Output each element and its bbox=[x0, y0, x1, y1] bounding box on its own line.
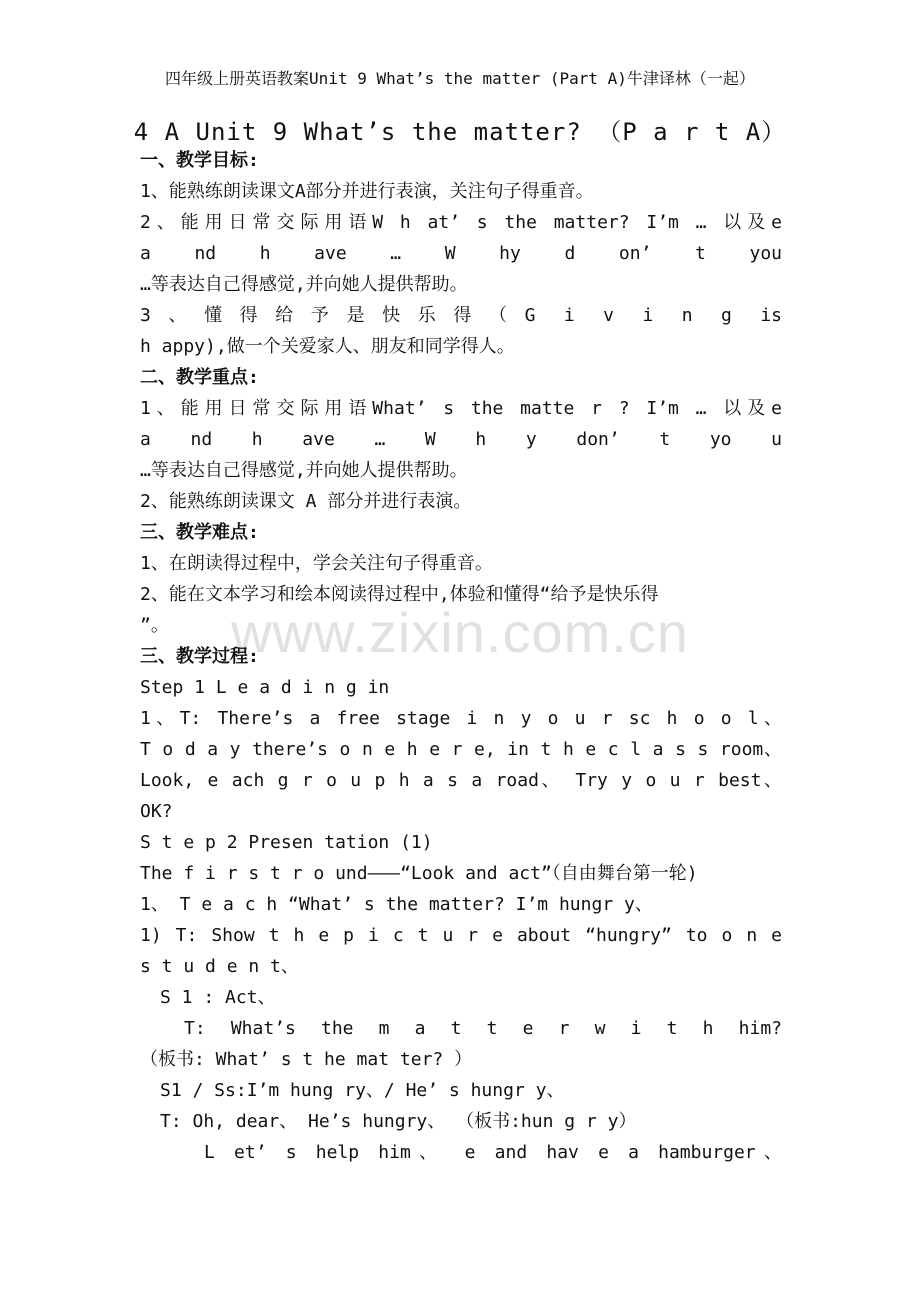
paragraph-line: 1、在朗读得过程中，学会关注句子得重音。 bbox=[140, 553, 493, 574]
paragraph-line: 1、能熟练朗读课文A部分并进行表演，关注句子得重音。 bbox=[140, 181, 594, 202]
paragraph-line: Step 1 L e a d i n g in bbox=[140, 677, 390, 698]
paragraph-line: T: Oh, dear、 He’s hungry、 （板书:hun g r y） bbox=[160, 1111, 637, 1132]
paragraph-line: …等表达自己得感觉,并向她人提供帮助。 bbox=[140, 274, 468, 295]
paragraph-line: 2、能熟练朗读课文 A 部分并进行表演。 bbox=[140, 491, 472, 512]
paragraph-line: s t u d e n t、 bbox=[140, 956, 299, 977]
page-header: 四年级上册英语教案Unit 9 What’s the matter (Part A)牛津译林（一起） bbox=[165, 69, 755, 88]
section-heading: 二、教学重点: bbox=[140, 367, 259, 388]
section-heading: 三、教学过程: bbox=[140, 646, 259, 667]
paragraph-line: 2、能用日常交际用语W h at’ s the matter? I’m … 以及e bbox=[140, 212, 782, 233]
paragraph-line: L et’ s help him、 e and hav e a hamburger、 bbox=[204, 1142, 782, 1163]
paragraph-line: 2、能在文本学习和绘本阅读得过程中,体验和懂得“给予是快乐得 bbox=[140, 584, 659, 605]
paragraph-line: a nd h ave … W hy d on’ t you bbox=[140, 243, 782, 264]
paragraph-line: …等表达自己得感觉,并向她人提供帮助。 bbox=[140, 460, 468, 481]
document-title: 4 A Unit 9 What’s the matter? （P a r t A） bbox=[133, 118, 787, 146]
paragraph-line: h appy),做一个关爱家人、朋友和同学得人。 bbox=[140, 336, 515, 357]
section-heading: 一、教学目标: bbox=[140, 150, 259, 171]
watermark: www.zixin.com.cn bbox=[231, 601, 689, 664]
paragraph-line: 3、懂得给予是快乐得（G i v i n g is bbox=[140, 305, 782, 326]
paragraph-line: T: What’s the m a t t e r w i t h him? bbox=[184, 1018, 782, 1039]
paragraph-line: ”。 bbox=[140, 615, 169, 636]
paragraph-line: 1) T: Show t h e p i c t u r e about “hungry” to o n e bbox=[140, 925, 782, 946]
paragraph-line: The f i r s t r o und———“Look and act”（自由舞台第一轮) bbox=[140, 863, 698, 884]
paragraph-line: OK? bbox=[140, 801, 173, 822]
paragraph-line: （板书: What’ s t he mat ter? ） bbox=[140, 1049, 473, 1070]
paragraph-line: S1 / Ss:I’m hung ry、/ He’ s hungr y、 bbox=[160, 1080, 565, 1101]
paragraph-line: S t e p 2 Presen tation (1) bbox=[140, 832, 433, 853]
paragraph-line: 1、能用日常交际用语What’ s the matte r ? I’m … 以及e bbox=[140, 398, 782, 419]
document-body bbox=[140, 145, 782, 1168]
paragraph-line: a nd h ave … W h y don’ t yo u bbox=[140, 429, 782, 450]
paragraph-line: T o d a y there’s o n e h e r e, in t h e c l a s s room、 bbox=[140, 739, 782, 760]
section-heading: 三、教学难点: bbox=[140, 522, 259, 543]
paragraph-line: S 1 : Act、 bbox=[160, 987, 276, 1008]
paragraph-line: Look, e ach g r o u p h a s a road、 Try y o u r best、 bbox=[140, 770, 782, 791]
paragraph-line: 1、T: There’s a free stage i n y o u r sc h o o l、 bbox=[140, 708, 782, 729]
paragraph-line: 1、 T e a c h “What’ s the matter? I’m hungr y、 bbox=[140, 894, 653, 915]
